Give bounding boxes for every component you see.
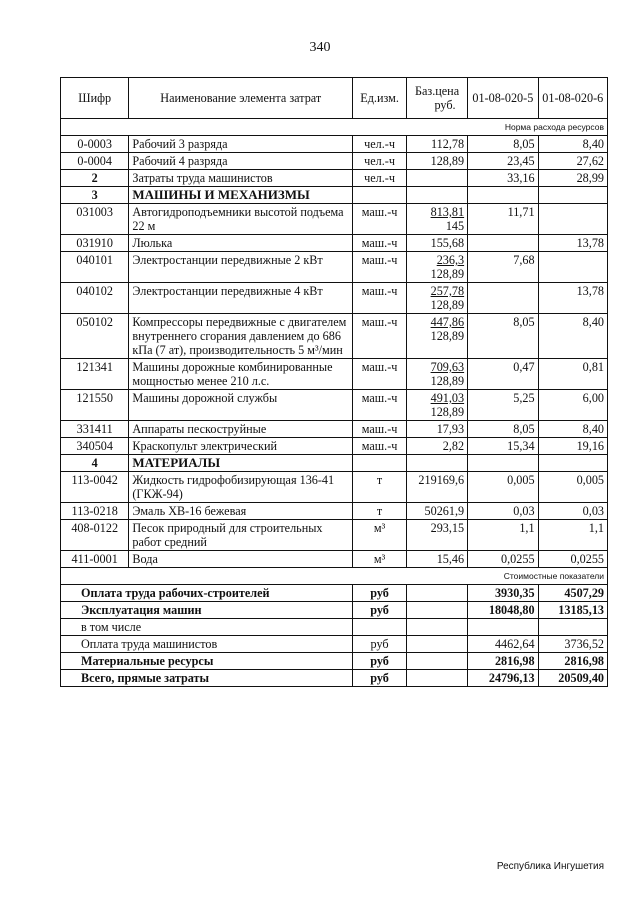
code-cell: 121550 [61, 390, 129, 421]
table-row [61, 438, 608, 455]
unit-cell: руб [353, 636, 407, 653]
code-cell: 121341 [61, 359, 129, 390]
price-cell [407, 438, 468, 455]
table-row [61, 252, 608, 283]
machine-name: Аппараты пескоструйные [132, 422, 267, 436]
norm-label: Норма расхода ресурсов [61, 119, 608, 136]
unit-cell: маш.-ч [353, 235, 407, 252]
code-cell: 050102 [61, 314, 129, 359]
v6-cell: 0,03 [538, 503, 607, 520]
name-cell [129, 235, 353, 252]
price-cell: 15,46 [407, 551, 468, 568]
header-code: Шифр [61, 78, 129, 119]
section-code: 3 [61, 187, 129, 204]
unit-cell: маш.-ч [353, 314, 407, 359]
machine-name: Машины дорожные комбинированные мощностью менее 210 л.с. [132, 360, 333, 388]
code-cell: 113-0042 [61, 472, 129, 503]
unit-cell: маш.-ч [353, 252, 407, 283]
unit-cell: маш.-ч [353, 421, 407, 438]
unit-cell: чел.-ч [353, 136, 407, 153]
section-code: 2 [61, 170, 129, 187]
total-row [61, 619, 608, 636]
v5-cell [468, 619, 538, 636]
total-name: Эксплуатация машин [61, 602, 353, 619]
section-row [61, 170, 608, 187]
v6-cell [538, 252, 607, 283]
code-cell: 040101 [61, 252, 129, 283]
v6-cell: 20509,40 [538, 670, 607, 687]
v6-cell: 27,62 [538, 153, 607, 170]
name-cell [129, 390, 353, 421]
name-cell: Вода [129, 551, 353, 568]
header-v6: 01-08-020-6 [538, 78, 607, 119]
table-row [61, 204, 608, 235]
unit-cell: т [353, 472, 407, 503]
v6-cell: 2816,98 [538, 653, 607, 670]
total-row [61, 670, 608, 687]
v5-cell: 8,05 [468, 421, 538, 438]
total-name: Оплата труда машинистов [61, 636, 353, 653]
price-cell [407, 670, 468, 687]
v5-cell: 7,68 [468, 252, 538, 283]
v5-cell [468, 235, 538, 252]
v6-cell: 3736,52 [538, 636, 607, 653]
v5-cell [468, 455, 538, 472]
price-cell [407, 636, 468, 653]
name-cell: Рабочий 4 разряда [129, 153, 353, 170]
price-wage-value: 128,89 [430, 374, 465, 388]
name-cell [129, 421, 353, 438]
cost-label-row [61, 568, 608, 585]
code-cell: 340504 [61, 438, 129, 455]
machine-name: Люлька [132, 236, 173, 250]
v5-cell: 15,34 [468, 438, 538, 455]
table-row [61, 153, 608, 170]
total-row [61, 653, 608, 670]
v6-cell: 13185,13 [538, 602, 607, 619]
table-body [61, 119, 608, 687]
header-price-line2: руб. [434, 98, 456, 112]
code-cell: 031910 [61, 235, 129, 252]
code-cell: 411-0001 [61, 551, 129, 568]
price-value: 17,93 [436, 422, 465, 436]
total-row [61, 636, 608, 653]
price-wage-value: 128,89 [430, 405, 465, 419]
header-unit: Ед.изм. [353, 78, 407, 119]
total-name: Материальные ресурсы [61, 653, 353, 670]
total-name: Оплата труда рабочих-строителей [61, 585, 353, 602]
name-cell: Эмаль ХВ-16 бежевая [129, 503, 353, 520]
price-value: 257,78 [430, 284, 465, 298]
v6-cell: 6,00 [538, 390, 607, 421]
table-row [61, 314, 608, 359]
unit-cell: маш.-ч [353, 359, 407, 390]
section-row [61, 455, 608, 472]
price-value: 447,86 [430, 315, 465, 329]
v6-cell: 8,40 [538, 314, 607, 359]
name-cell [129, 252, 353, 283]
code-cell: 0-0004 [61, 153, 129, 170]
v6-cell: 0,0255 [538, 551, 607, 568]
v5-cell: 0,03 [468, 503, 538, 520]
table-row [61, 551, 608, 568]
price-cell [407, 455, 468, 472]
machine-name: Электростанции передвижные 2 кВт [132, 253, 323, 267]
v5-cell: 23,45 [468, 153, 538, 170]
v5-cell: 1,1 [468, 520, 538, 551]
section-row [61, 187, 608, 204]
header-name: Наименование элемента затрат [129, 78, 353, 119]
header-price [407, 78, 468, 119]
table-header-row [61, 78, 608, 119]
v5-cell: 3930,35 [468, 585, 538, 602]
v6-cell: 19,16 [538, 438, 607, 455]
code-cell: 040102 [61, 283, 129, 314]
price-cell [407, 283, 468, 314]
unit-cell: маш.-ч [353, 390, 407, 421]
price-cell [407, 585, 468, 602]
v6-cell: 1,1 [538, 520, 607, 551]
price-cell [407, 314, 468, 359]
name-cell [129, 283, 353, 314]
price-value: 236,3 [436, 253, 465, 267]
v6-cell [538, 204, 607, 235]
table-row [61, 390, 608, 421]
cost-table [60, 77, 608, 687]
v5-cell: 0,47 [468, 359, 538, 390]
header-v5: 01-08-020-5 [468, 78, 538, 119]
machine-name: Автогидроподъемники высотой подъема 22 м [132, 205, 344, 233]
cost-label: Стоимостные показатели [61, 568, 608, 585]
v6-cell: 8,40 [538, 421, 607, 438]
unit-cell [353, 619, 407, 636]
v6-cell [538, 619, 607, 636]
v6-cell: 0,81 [538, 359, 607, 390]
price-wage-value: 128,89 [430, 329, 465, 343]
name-cell [129, 359, 353, 390]
v5-cell: 4462,64 [468, 636, 538, 653]
header-price-line1: Баз.цена [414, 84, 460, 98]
price-cell [407, 390, 468, 421]
page-number: 340 [309, 40, 331, 55]
section-name: МАТЕРИАЛЫ [129, 455, 353, 472]
table-row [61, 421, 608, 438]
price-value: 2,82 [442, 439, 465, 453]
unit-cell: м³ [353, 520, 407, 551]
table-row [61, 136, 608, 153]
code-cell: 113-0218 [61, 503, 129, 520]
unit-cell: руб [353, 585, 407, 602]
price-cell [407, 252, 468, 283]
price-value: 709,63 [430, 360, 465, 374]
v6-cell: 13,78 [538, 235, 607, 252]
price-cell [407, 204, 468, 235]
unit-cell [353, 187, 407, 204]
unit-cell: чел.-ч [353, 153, 407, 170]
v5-cell: 8,05 [468, 314, 538, 359]
v6-cell: 0,005 [538, 472, 607, 503]
total-row [61, 602, 608, 619]
v5-cell [468, 283, 538, 314]
price-cell [407, 602, 468, 619]
v5-cell: 33,16 [468, 170, 538, 187]
price-cell [407, 235, 468, 252]
v5-cell: 11,71 [468, 204, 538, 235]
footer-region: Республика Ингушетия [496, 861, 604, 872]
unit-cell: руб [353, 653, 407, 670]
v5-cell: 5,25 [468, 390, 538, 421]
name-cell: Песок природный для строительных работ средний [129, 520, 353, 551]
machine-name: Краскопульт электрический [132, 439, 278, 453]
table-row [61, 283, 608, 314]
section-code: 4 [61, 455, 129, 472]
v5-cell: 2816,98 [468, 653, 538, 670]
v5-cell: 0,0255 [468, 551, 538, 568]
v6-cell: 8,40 [538, 136, 607, 153]
total-row [61, 585, 608, 602]
name-cell: Жидкость гидрофобизирующая 136-41 (ГКЖ-94) [129, 472, 353, 503]
v5-cell [468, 187, 538, 204]
section-name: Затраты труда машинистов [129, 170, 353, 187]
table-row [61, 520, 608, 551]
total-name: в том числе [61, 619, 353, 636]
v5-cell: 0,005 [468, 472, 538, 503]
code-cell: 408-0122 [61, 520, 129, 551]
unit-cell: руб [353, 670, 407, 687]
code-cell: 0-0003 [61, 136, 129, 153]
unit-cell: чел.-ч [353, 170, 407, 187]
price-wage-value: 128,89 [430, 298, 465, 312]
price-value: 155,68 [430, 236, 465, 250]
section-name: МАШИНЫ И МЕХАНИЗМЫ [129, 187, 353, 204]
table-row [61, 503, 608, 520]
v6-cell [538, 187, 607, 204]
v6-cell: 28,99 [538, 170, 607, 187]
name-cell [129, 438, 353, 455]
v5-cell: 24796,13 [468, 670, 538, 687]
v6-cell: 4507,29 [538, 585, 607, 602]
table-row [61, 472, 608, 503]
unit-cell: т [353, 503, 407, 520]
unit-cell: маш.-ч [353, 438, 407, 455]
price-wage-value: 128,89 [430, 267, 465, 281]
v6-cell [538, 455, 607, 472]
name-cell: Рабочий 3 разряда [129, 136, 353, 153]
price-cell [407, 653, 468, 670]
code-cell: 331411 [61, 421, 129, 438]
table-row [61, 235, 608, 252]
unit-cell: руб [353, 602, 407, 619]
price-cell [407, 421, 468, 438]
price-value: 491,03 [430, 391, 465, 405]
name-cell [129, 314, 353, 359]
machine-name: Электростанции передвижные 4 кВт [132, 284, 323, 298]
code-cell: 031003 [61, 204, 129, 235]
price-cell: 50261,9 [407, 503, 468, 520]
unit-cell: маш.-ч [353, 204, 407, 235]
price-cell: 219169,6 [407, 472, 468, 503]
price-cell [407, 619, 468, 636]
machine-name: Машины дорожной службы [132, 391, 278, 405]
price-cell: 293,15 [407, 520, 468, 551]
price-wage-value: 145 [445, 219, 465, 233]
price-cell [407, 359, 468, 390]
price-cell: 112,78 [407, 136, 468, 153]
name-cell [129, 204, 353, 235]
v6-cell: 13,78 [538, 283, 607, 314]
unit-cell: маш.-ч [353, 283, 407, 314]
unit-cell [353, 455, 407, 472]
price-cell [407, 187, 468, 204]
norm-label-row [61, 119, 608, 136]
price-value: 813,81 [430, 205, 465, 219]
unit-cell: м³ [353, 551, 407, 568]
v5-cell: 18048,80 [468, 602, 538, 619]
table-row [61, 359, 608, 390]
v5-cell: 8,05 [468, 136, 538, 153]
total-name: Всего, прямые затраты [61, 670, 353, 687]
price-cell [407, 170, 468, 187]
machine-name: Компрессоры передвижные с двигателем внутреннего сгорания давлением до 686 кПа (7 ат), производительность 5 м³/мин [132, 315, 347, 357]
price-cell: 128,89 [407, 153, 468, 170]
